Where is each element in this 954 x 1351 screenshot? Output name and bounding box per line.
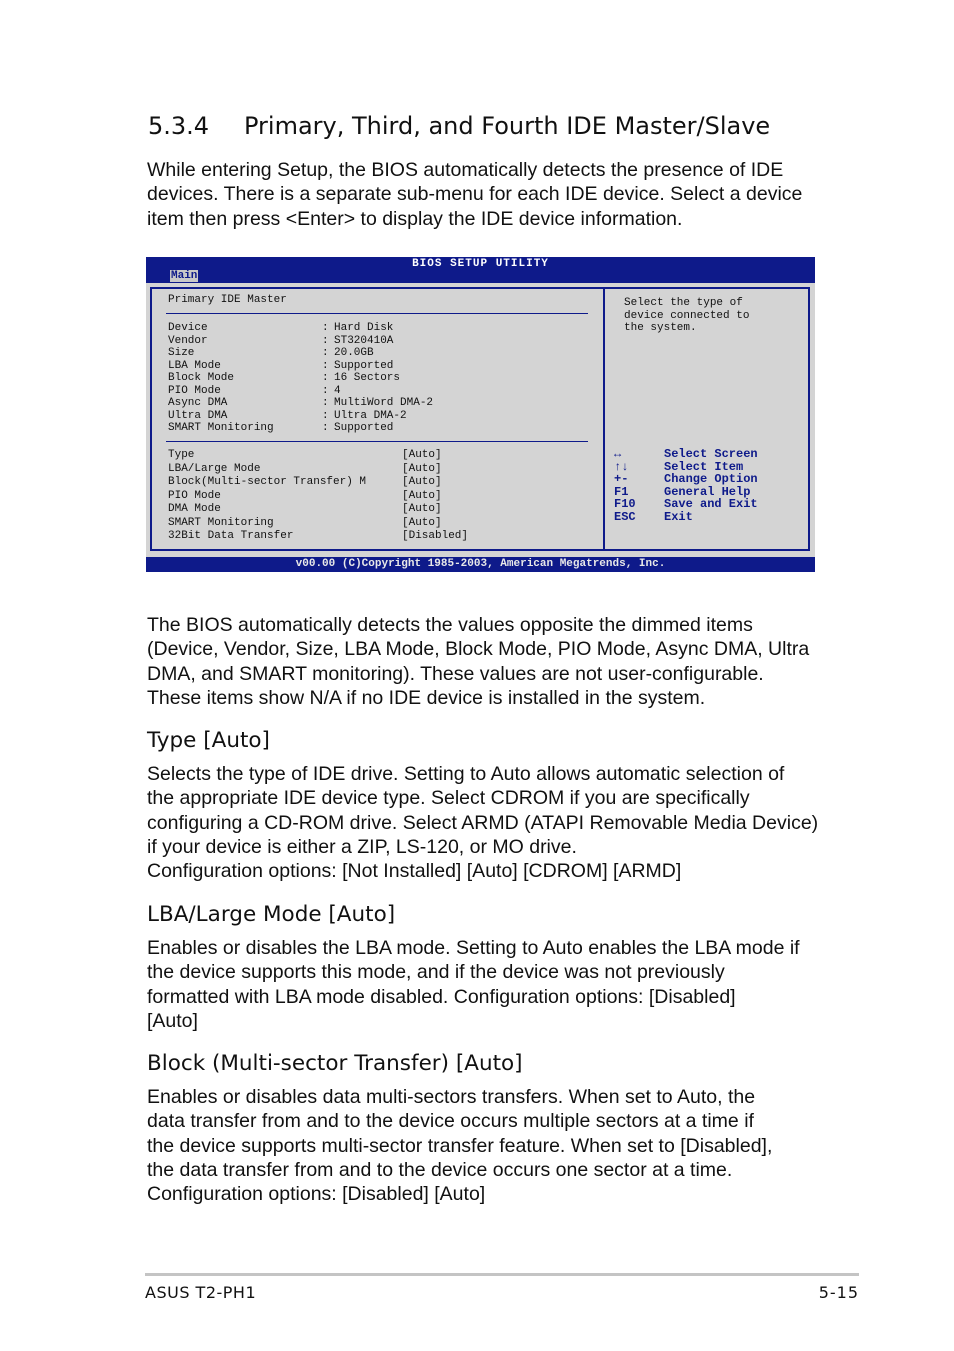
auto-detect-line: The BIOS automatically detects the values opposite the dimmed items (147, 614, 753, 636)
bios-header (146, 257, 815, 283)
bios-options-rule (166, 441, 588, 442)
section-title: Primary, Third, and Fourth IDE Master/Slave (244, 112, 771, 140)
type-line: Configuration options: [Not Installed] [Auto] [CDROM] [ARMD] (147, 860, 682, 883)
lba-line: the device supports this mode, and if the device was not previously (147, 961, 725, 984)
intro-line: item then press <Enter> to display the IDE device information. (147, 207, 683, 230)
footer-product: ASUS T2-PH1 (145, 1283, 257, 1302)
bios-copyright: v00.00 (C)Copyright 1985-2003, American Megatrends, Inc. (146, 557, 815, 572)
auto-detect-line: DMA, and SMART monitoring). These values are not user-configurable. (147, 662, 764, 685)
lba-heading: LBA/Large Mode [Auto] (147, 902, 396, 927)
bios-tab-main[interactable]: Main (171, 270, 198, 282)
type-line: configuring a CD-ROM drive. Select ARMD (ATAPI Removable Media Device) (147, 811, 819, 834)
bios-panel-divider (603, 289, 605, 549)
bios-help-text: Select the type of device connected to the system. (624, 297, 750, 335)
block-line: the data transfer from and to the device occurs one sector at a time. (147, 1158, 733, 1181)
lba-line: formatted with LBA mode disabled. Configuration options: [Disabled] (147, 985, 736, 1008)
block-line: Enables or disables data multi-sectors transfers. When set to Auto, the (147, 1086, 756, 1108)
bios-body: Primary IDE Master Device : Hard Disk Vendor : ST320410A Size : 20.0GB LBA Mode : Supported Block Mode : 16 Sectors PIO Mode : 4 Async DMA : MultiWord DMA-2 Ultra DMA : Ultra DMA-2 SMART Monitoring : Supported Type [Auto] LBA/Large Mode [Auto] Block(Multi-sector Transfer) M [Auto] PIO Mode [Auto] DMA Mode [Auto] SMART Monitoring [Auto] 32Bit Data Transfer [Disabled] Select the type of device connected to the system. ↔ Select Screen ↑↓ Select Item +- Change Option F1 General Help F10 Save and Exit ESC Exit (150, 287, 810, 551)
lba-paragraph (147, 936, 819, 1033)
left-right-arrow-icon: ↔ (614, 447, 622, 461)
intro-line: devices. There is a separate sub-menu for each IDE device. Select a device (147, 183, 803, 206)
footer-page-number: 5-15 (818, 1283, 859, 1302)
block-line: data transfer from and to the device occurs multiple sectors at a time if (147, 1110, 754, 1133)
block-paragraph (147, 1085, 819, 1206)
footer-rule (145, 1273, 859, 1276)
bios-screenshot (146, 257, 815, 572)
intro-paragraph (147, 158, 819, 231)
auto-detect-paragraph (147, 613, 819, 710)
type-line: the appropriate IDE device type. Select CDROM if you are specifically (147, 787, 750, 810)
block-line: the device supports multi-sector transfer feature. When set to [Disabled], (147, 1134, 773, 1157)
lba-line: Enables or disables the LBA mode. Setting to Auto enables the LBA mode if (147, 937, 800, 959)
auto-detect-line: (Device, Vendor, Size, LBA Mode, Block Mode, PIO Mode, Async DMA, Ultra (147, 638, 810, 661)
intro-line: While entering Setup, the BIOS automatically detects the presence of IDE (147, 159, 784, 181)
type-heading: Type [Auto] (147, 728, 270, 753)
up-down-arrow-icon: ↑↓ (614, 459, 629, 474)
lba-line: [Auto] (147, 1009, 198, 1032)
block-heading: Block (Multi-sector Transfer) [Auto] (147, 1051, 523, 1076)
auto-detect-line: These items show N/A if no IDE device is installed in the system. (147, 686, 706, 709)
bios-panel-title: Primary IDE Master (168, 294, 287, 306)
section-heading (148, 112, 770, 140)
type-line: Selects the type of IDE drive. Setting to Auto allows automatic selection of (147, 763, 785, 785)
bios-title-rule (166, 313, 588, 314)
type-paragraph (147, 762, 819, 883)
block-line: Configuration options: [Disabled] [Auto] (147, 1183, 486, 1206)
type-line: if your device is either a ZIP, LS-120, or MO drive. (147, 835, 577, 858)
section-number: 5.3.4 (148, 112, 210, 140)
bios-title: BIOS SETUP UTILITY (412, 258, 549, 270)
